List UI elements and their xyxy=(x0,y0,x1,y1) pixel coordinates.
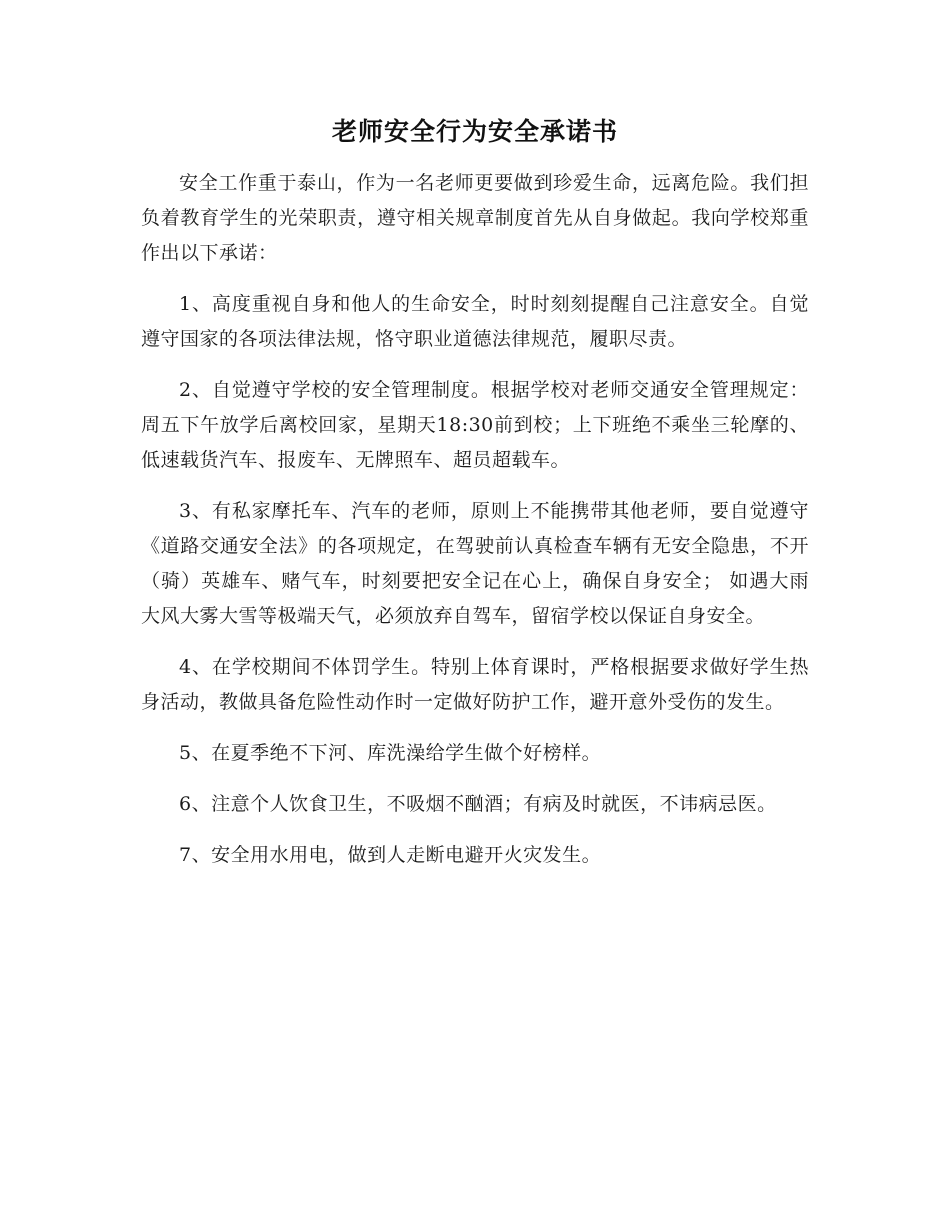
document-title: 老师安全行为安全承诺书 xyxy=(331,117,618,146)
paragraph-item-5: 5、在夏季绝不下河、库洗澡给学生做个好榜样。 xyxy=(179,742,602,764)
paragraph-item-3: 3、有私家摩托车、汽车的老师，原则上不能携带其他老师，要自觉遵守《道路交通安全法》的各项规定，在驾驶前认真检查车辆有无安全隐患，不开（骑）英雄车、赌气车，时刻要把安全记在心上，确保自身安全； 如遇大雨大风大雾大雪等极端天气，必须放弃自驾车，留宿学校以保证自身安全。 xyxy=(141,500,809,627)
paragraph-item-2: 2、自觉遵守学校的安全管理制度。根据学校对老师交通安全管理规定：周五下午放学后离校回家，星期天18:30前到校；上下班绝不乘坐三轮摩的、低速载货汽车、报废车、无牌照车、超员超载车。 xyxy=(141,379,809,471)
paragraph-item-1: 1、高度重视自身和他人的生命安全，时时刻刻提醒自己注意安全。自觉遵守国家的各项法律法规，恪守职业道德法律规范，履职尽责。 xyxy=(141,293,809,350)
document-body xyxy=(141,112,809,889)
paragraph-item-6: 6、注意个人饮食卫生，不吸烟不酗酒；有病及时就医，不讳病忌医。 xyxy=(179,793,777,815)
paragraph-item-7: 7、安全用水用电，做到人走断电避开火灾发生。 xyxy=(179,844,602,866)
paragraph-item-4: 4、在学校期间不体罚学生。特别上体育课时，严格根据要求做好学生热身活动，教做具备危险性动作时一定做好防护工作，避开意外受伤的发生。 xyxy=(141,656,809,713)
paragraph-intro: 安全工作重于泰山，作为一名老师更要做到珍爱生命，远离危险。我们担负着教育学生的光荣职责，遵守相关规章制度首先从自身做起。我向学校郑重作出以下承诺： xyxy=(141,172,809,264)
